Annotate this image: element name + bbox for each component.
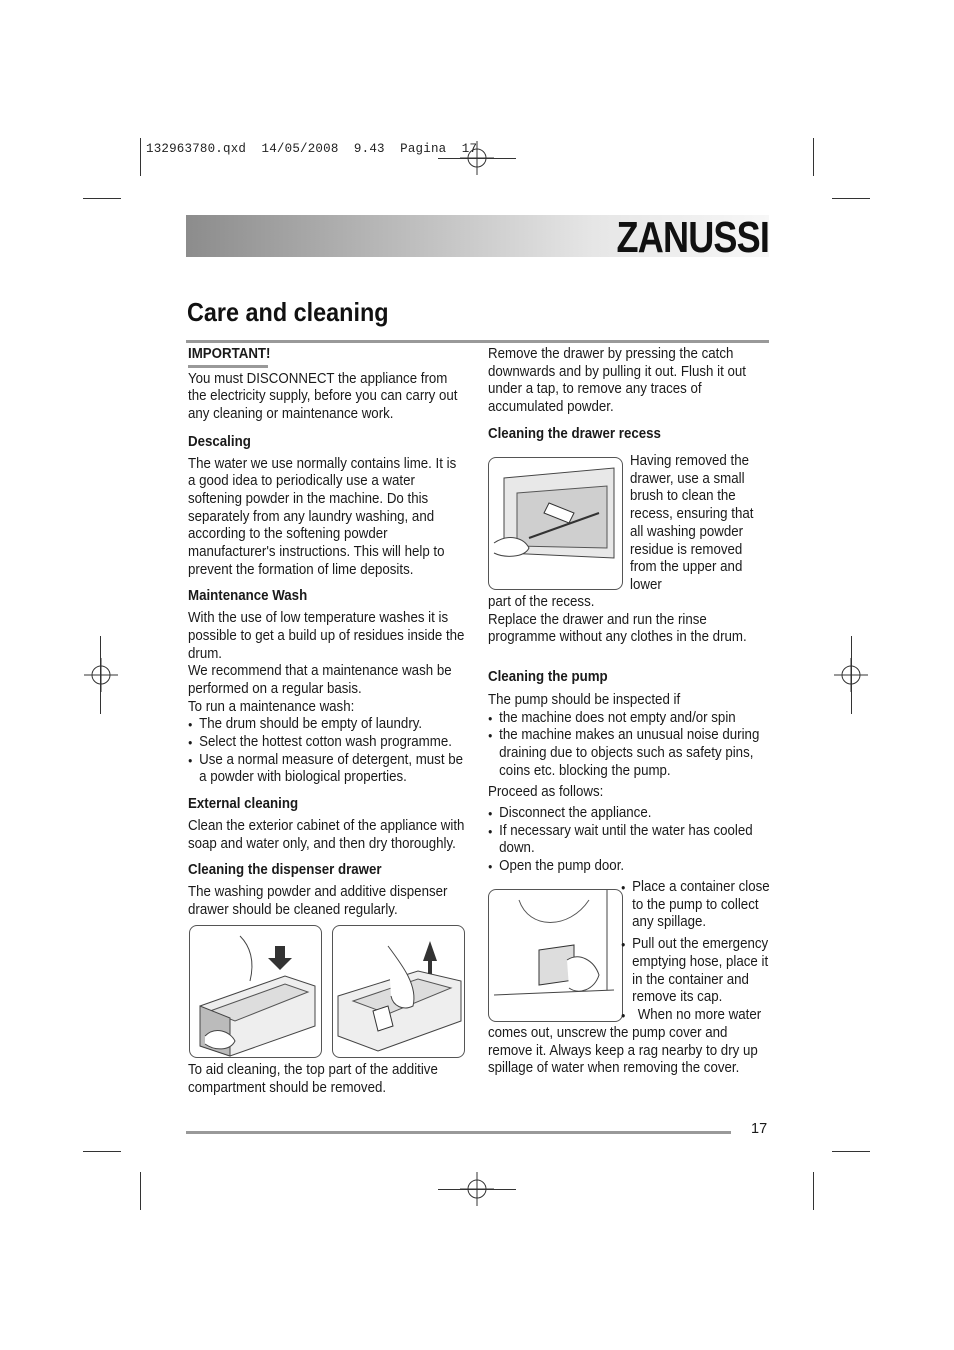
pump-heading: Cleaning the pump — [488, 669, 608, 686]
title-rule — [186, 340, 769, 343]
crop-mark — [100, 636, 101, 714]
list-item: ● the machine does not empty and/or spin — [488, 710, 767, 728]
brand-logo: ZANUSSI — [616, 213, 769, 262]
pump-illustration — [488, 889, 623, 1022]
proceed-text: Proceed as follows: — [488, 784, 604, 801]
page-number: 17 — [751, 1121, 768, 1137]
descaling-text: The water we use normally contains lime. It is a good idea to periodically use a water softening powder in the machine. Do this separately from any laundry washing, and according to the softening powder manufacturer's instructions. This will help to prevent the formation of lime deposits. — [188, 455, 457, 578]
brush-recess-icon — [489, 458, 622, 589]
crop-mark — [832, 1151, 870, 1152]
pump-side-text — [621, 879, 770, 1025]
maintenance-text: We recommend that a maintenance wash be performed on a regular basis. — [188, 663, 452, 697]
recess-text: Having removed the drawer, use a small brush to clean the recess, ensuring that all washing powder residue is removed from the upper and lower — [630, 453, 754, 593]
crop-mark — [813, 138, 814, 176]
list-item: ● If necessary wait until the water has cooled down. — [488, 823, 767, 858]
crop-mark — [438, 1189, 516, 1190]
list-item: ● Use a normal measure of detergent, must be a powder with biological properties. — [188, 752, 467, 787]
pump-list — [488, 710, 767, 781]
registration-mark-icon — [84, 658, 118, 692]
list-item: ● Select the hottest cotton wash programme. — [188, 734, 467, 752]
recess-text: Replace the drawer and run the rinse programme without any clothes in the drum. — [488, 611, 747, 646]
footer-rule — [186, 1131, 731, 1134]
crop-mark — [83, 198, 121, 199]
right-column-continued — [488, 594, 767, 876]
crop-mark — [813, 1172, 814, 1210]
additive-compartment-illustration — [332, 925, 465, 1058]
dispenser-heading: Cleaning the dispenser drawer — [188, 862, 382, 879]
pump-intro: The pump should be inspected if — [488, 691, 681, 708]
dispenser-drawer-illustration — [189, 925, 322, 1058]
list-item: ● When no more water — [621, 1007, 770, 1025]
drawer-pull-icon — [190, 926, 321, 1057]
list-item: ● Place a container close to the pump to collect any spillage. — [621, 879, 770, 932]
pump-side-list — [621, 879, 770, 1025]
external-text: Clean the exterior cabinet of the appliance with soap and water only, and then dry thoroughly. — [188, 817, 465, 852]
important-underline — [188, 365, 268, 368]
list-item: ● Disconnect the appliance. — [488, 805, 767, 823]
crop-mark — [851, 636, 852, 714]
important-text: You must DISCONNECT the appliance from the electricity supply, before you can carry out any cleaning or maintenance work. — [188, 370, 458, 423]
print-slug: 132963780.qxd 14/05/2008 9.43 Pagina 17 — [146, 142, 478, 156]
list-item: ● the machine makes an unusual noise during draining due to objects such as safety pins, coins etc. blocking the pump. — [488, 727, 767, 780]
external-heading: External cleaning — [188, 796, 299, 813]
maintenance-heading: Maintenance Wash — [188, 588, 308, 605]
maintenance-text: With the use of low temperature washes it is possible to get a build up of residues inside the drum. — [188, 610, 465, 662]
left-column — [188, 346, 467, 919]
right-column — [488, 346, 767, 444]
remove-drawer-text: Remove the drawer by pressing the catch downwards and by pulling it out. Flush it out under a tap, to remove any traces of accumulated powder. — [488, 346, 746, 416]
crop-mark — [83, 1151, 121, 1152]
pump-door-icon — [489, 890, 622, 1021]
crop-mark — [140, 1172, 141, 1210]
descaling-heading: Descaling — [188, 433, 251, 450]
drawer-recess-illustration — [488, 457, 623, 590]
recess-heading: Cleaning the drawer recess — [488, 425, 661, 442]
maintenance-text: To run a maintenance wash: — [188, 698, 355, 715]
compartment-lift-icon — [333, 926, 464, 1057]
pump-continued-text — [488, 1025, 767, 1078]
dispenser-text: The washing powder and additive dispenser drawer should be cleaned regularly. — [188, 883, 448, 918]
list-item: ● The drum should be empty of laundry. — [188, 716, 467, 734]
list-item: ● Open the pump door. — [488, 858, 767, 876]
recess-text: part of the recess. — [488, 594, 595, 610]
dispenser-caption — [188, 1062, 467, 1097]
caption-text: To aid cleaning, the top part of the additive compartment should be removed. — [188, 1062, 438, 1096]
page-title: Care and cleaning — [187, 297, 389, 327]
recess-side-text — [630, 453, 770, 595]
header-banner — [186, 213, 769, 262]
crop-mark — [438, 158, 516, 159]
proceed-list — [488, 805, 767, 876]
list-item: ● Pull out the emergency emptying hose, place it in the container and remove its cap. — [621, 936, 770, 1007]
crop-mark — [140, 138, 141, 176]
pump-text: comes out, unscrew the pump cover and remove it. Always keep a rag nearby to dry up spillage of water when removing the cover. — [488, 1025, 758, 1077]
maintenance-list — [188, 716, 467, 787]
crop-mark — [832, 198, 870, 199]
important-heading: IMPORTANT! — [188, 346, 271, 362]
